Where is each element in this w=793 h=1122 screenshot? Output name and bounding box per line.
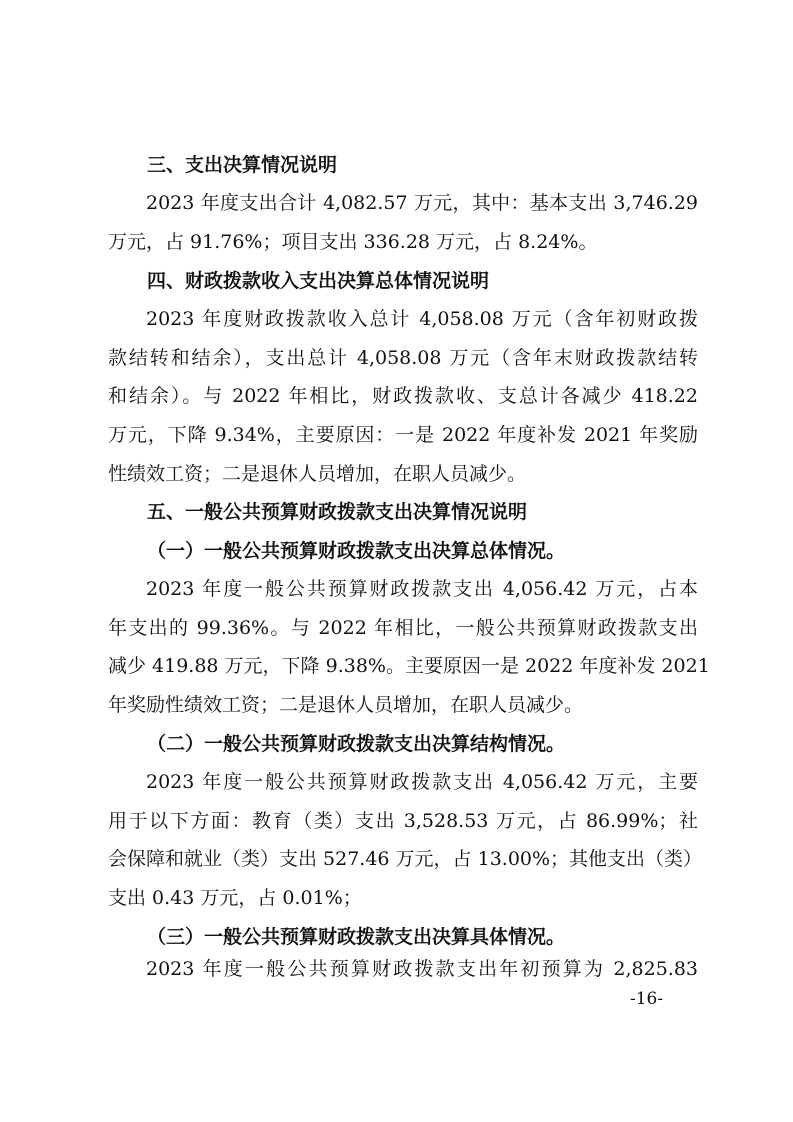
text-line: 会保障和就业（类）支出 527.46 万元，占 13.00%；其他支出（类） bbox=[108, 848, 703, 871]
text-line: 年支出的 99.36%。与 2022 年相比，一般公共预算财政拨款支出 bbox=[108, 616, 698, 639]
text-line: 万元，下降 9.34%，主要原因：一是 2022 年度补发 2021 年奖励 bbox=[108, 424, 698, 447]
section-5-heading: 五、一般公共预算财政拨款支出决算情况说明 bbox=[147, 501, 528, 523]
text-line: 2023 年度支出合计 4,082.57 万元，其中：基本支出 3,746.29 bbox=[146, 192, 698, 214]
section-3-heading: 三、支出决算情况说明 bbox=[147, 154, 338, 176]
section-5-subheading-1: （一）一般公共预算财政拨款支出决算总体情况。 bbox=[147, 540, 566, 562]
section-5-subheading-3: （三）一般公共预算财政拨款支出决算具体情况。 bbox=[147, 926, 566, 948]
section-4-heading: 四、财政拨款收入支出决算总体情况说明 bbox=[147, 270, 490, 292]
text-line: 性绩效工资；二是退休人员增加，在职人员减少。 bbox=[108, 462, 527, 485]
section-5-paragraph-3 bbox=[108, 950, 698, 989]
section-3-paragraph bbox=[108, 184, 698, 261]
text-line: 2023 年度一般公共预算财政拨款支出年初预算为 2,825.83 bbox=[146, 958, 698, 980]
section-5-subheading-2: （二）一般公共预算财政拨款支出决算结构情况。 bbox=[147, 733, 566, 755]
text-line: 支出 0.43 万元，占 0.01%； bbox=[108, 887, 362, 910]
text-line: 2023 年度一般公共预算财政拨款支出 4,056.42 万元，主要 bbox=[146, 771, 698, 793]
text-line: 减少 419.88 万元，下降 9.38%。主要原因一是 2022 年度补发 2021 bbox=[108, 655, 710, 678]
page-number: -16- bbox=[630, 989, 664, 1009]
text-line: 年奖励性绩效工资；二是退休人员增加，在职人员减少。 bbox=[108, 694, 584, 717]
text-line: 万元，占 91.76%；项目支出 336.28 万元，占 8.24%。 bbox=[108, 230, 598, 253]
section-5-paragraph-1 bbox=[108, 570, 710, 725]
text-line: 2023 年度一般公共预算财政拨款支出 4,056.42 万元，占本 bbox=[146, 578, 698, 600]
text-line: 用于以下方面：教育（类）支出 3,528.53 万元，占 86.99%；社 bbox=[108, 809, 698, 832]
text-line: 和结余）。与 2022 年相比，财政拨款收、支总计各减少 418.22 bbox=[108, 385, 698, 408]
section-4-paragraph bbox=[108, 300, 698, 493]
section-5-paragraph-2 bbox=[108, 763, 703, 918]
text-line: 款结转和结余），支出总计 4,058.08 万元（含年末财政拨款结转 bbox=[108, 346, 698, 369]
text-line: 2023 年度财政拨款收入总计 4,058.08 万元（含年初财政拨 bbox=[146, 308, 698, 330]
